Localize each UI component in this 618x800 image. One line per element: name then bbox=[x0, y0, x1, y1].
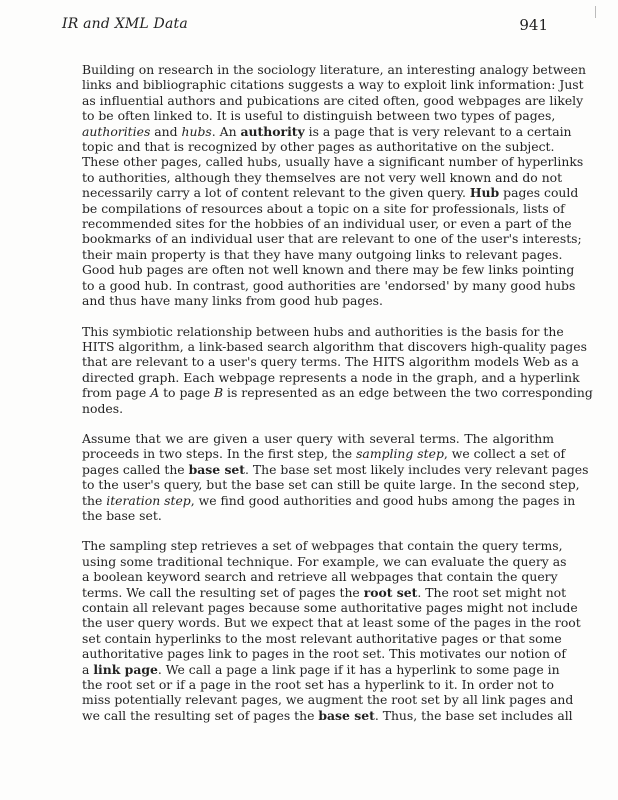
text-run: using some traditional technique. For example, we can evaluate the query as bbox=[82, 553, 567, 569]
text-run: . An bbox=[211, 123, 241, 139]
text-run: pages could bbox=[499, 185, 579, 201]
text-run: the bbox=[82, 492, 107, 508]
text-run: Building on research in the sociology literature, an interesting analogy between bbox=[82, 62, 586, 77]
text-line bbox=[82, 707, 573, 723]
running-header bbox=[62, 16, 548, 38]
paragraph bbox=[82, 323, 593, 416]
text-run: to the user's query, but the base set can still be quite large. In the second step, bbox=[82, 477, 580, 493]
text-line bbox=[82, 553, 567, 569]
italic-term: iteration step bbox=[106, 492, 191, 508]
italic-term: authorities bbox=[82, 123, 151, 139]
text-line bbox=[82, 431, 554, 446]
text-line bbox=[82, 231, 582, 247]
bold-term: base set bbox=[188, 461, 246, 477]
text-run: a boolean keyword search and retrieve all webpages that contain the query bbox=[82, 569, 558, 585]
text-run: proceeds in two steps. In the first step, the bbox=[82, 446, 357, 462]
text-line bbox=[82, 185, 579, 201]
text-run: to be often linked to. It is useful to distinguish between two types of pages, bbox=[82, 108, 556, 124]
text-line bbox=[82, 216, 572, 232]
text-run: Good hub pages are often not well known and there may be few links pointing bbox=[82, 262, 575, 278]
text-run: a bbox=[82, 661, 94, 677]
text-run: that are relevant to a user's query terms. The HITS algorithm models Web as a bbox=[82, 354, 579, 370]
bold-term: Hub bbox=[469, 185, 500, 201]
text-run: bookmarks of an individual user that are relevant to one of the user's interests; bbox=[82, 231, 582, 247]
text-line bbox=[82, 369, 580, 385]
text-line bbox=[82, 123, 572, 139]
text-line bbox=[82, 262, 575, 278]
text-run: , we find good authorities and good hubs among the pages in bbox=[190, 492, 576, 508]
text-line bbox=[82, 677, 554, 692]
bold-term: authority bbox=[240, 123, 305, 139]
text-line bbox=[82, 492, 576, 508]
text-line bbox=[82, 354, 579, 370]
text-line bbox=[82, 338, 587, 354]
text-run: . The base set most likely includes very relevant pages bbox=[245, 461, 589, 477]
running-title: IR and XML Data bbox=[62, 16, 188, 32]
text-line bbox=[82, 246, 563, 262]
text-line bbox=[82, 277, 576, 293]
text-line bbox=[82, 508, 554, 523]
text-line bbox=[82, 692, 574, 708]
scan-artifact bbox=[595, 6, 596, 18]
text-run: and thus have many links from good hub pages. bbox=[82, 293, 383, 309]
text-line bbox=[82, 615, 581, 631]
text-line bbox=[82, 169, 563, 185]
text-line bbox=[82, 401, 554, 416]
text-run: the base set. bbox=[82, 507, 162, 523]
italic-term: hubs bbox=[181, 123, 212, 139]
paragraph bbox=[82, 62, 586, 309]
text-run: The sampling step retrieves a set of webpages that contain the query terms, bbox=[82, 538, 563, 554]
bold-term: base set bbox=[318, 707, 375, 723]
text-run: be compilations of resources about a topic on a site for professionals, lists of bbox=[82, 200, 565, 216]
text-run: authoritative pages link to pages in the root set. This motivates our notion of bbox=[82, 646, 566, 662]
text-line bbox=[82, 569, 558, 585]
text-line bbox=[82, 646, 566, 662]
text-line bbox=[82, 154, 584, 170]
text-run: Assume that we are given a user query with several terms. The algorithm bbox=[82, 430, 554, 446]
paragraph bbox=[82, 538, 581, 723]
text-run: These other pages, called hubs, usually have a significant number of hyperlinks bbox=[82, 154, 584, 170]
italic-term: sampling step bbox=[356, 446, 444, 462]
text-line bbox=[82, 477, 580, 493]
text-run: as influential authors and pubications are cited often, good webpages are likely bbox=[82, 92, 584, 108]
text-run: . The root set might not bbox=[417, 584, 567, 600]
text-line bbox=[82, 139, 554, 154]
text-line bbox=[82, 323, 564, 339]
text-line bbox=[82, 62, 586, 77]
bold-term: link page bbox=[93, 661, 158, 677]
text-run: the user query words. But we expect that at least some of the pages in the root bbox=[82, 615, 581, 631]
text-run: we call the resulting set of pages the bbox=[82, 707, 319, 723]
text-line bbox=[82, 538, 563, 554]
italic-term: A bbox=[150, 385, 160, 401]
text-run: This symbiotic relationship between hubs and authorities is the basis for the bbox=[82, 323, 564, 339]
text-run: the root set or if a page in the root set has a hyperlink to it. In order not to bbox=[82, 677, 554, 693]
text-run: is a page that is very relevant to a certain bbox=[304, 123, 572, 139]
text-run: . We call a page a link page if it has a hyperlink to some page in bbox=[157, 661, 560, 677]
text-line bbox=[82, 385, 593, 401]
text-run: to authorities, although they themselves are not very well known and do not bbox=[82, 169, 563, 185]
text-run: from page bbox=[82, 385, 151, 401]
page-number: 941 bbox=[519, 16, 548, 34]
text-line bbox=[82, 293, 554, 308]
bold-term: root set bbox=[363, 584, 418, 600]
text-line bbox=[82, 661, 560, 677]
text-run: nodes. bbox=[82, 400, 124, 416]
body-text bbox=[82, 62, 593, 723]
text-run: and bbox=[150, 123, 182, 139]
text-run: set contain hyperlinks to the most relevant authoritative pages or that some bbox=[82, 630, 562, 646]
text-run: their main property is that they have many outgoing links to relevant pages. bbox=[82, 246, 563, 262]
text-line bbox=[82, 630, 562, 646]
paragraph bbox=[82, 430, 589, 523]
text-run: topic and that is recognized by other pages as authoritative on the subject. bbox=[82, 139, 555, 155]
text-run: contain all relevant pages because some authoritative pages might not include bbox=[82, 600, 578, 615]
text-line bbox=[82, 584, 567, 600]
text-run: terms. We call the resulting set of pages the bbox=[82, 584, 364, 600]
text-run: miss potentially relevant pages, we augment the root set by all link pages and bbox=[82, 692, 574, 708]
text-line bbox=[82, 108, 554, 123]
text-run: directed graph. Each webpage represents a node in the graph, and a hyperlink bbox=[82, 369, 580, 385]
text-run: HITS algorithm, a link-based search algorithm that discovers high-quality pages bbox=[82, 338, 587, 354]
text-line bbox=[82, 92, 584, 108]
text-run: necessarily carry a lot of content relevant to the given query. bbox=[82, 185, 470, 201]
italic-term: B bbox=[213, 385, 224, 401]
text-line bbox=[82, 461, 589, 477]
text-line bbox=[82, 446, 566, 462]
text-run: to a good hub. In contrast, good authorities are 'endorsed' by many good hubs bbox=[82, 277, 576, 293]
text-run: , we collect a set of bbox=[443, 446, 566, 462]
text-line bbox=[82, 77, 584, 93]
text-line bbox=[82, 600, 578, 615]
text-run: pages called the bbox=[82, 461, 189, 477]
text-run: recommended sites for the hobbies of an individual user, or even a part of the bbox=[82, 216, 572, 232]
text-run: links and bibliographic citations suggests a way to exploit link information: Just bbox=[82, 77, 584, 93]
text-run: to page bbox=[159, 385, 214, 401]
text-run: is represented as an edge between the two corresponding bbox=[223, 385, 593, 401]
text-run: . Thus, the base set includes all bbox=[374, 707, 573, 723]
text-line bbox=[82, 200, 565, 216]
